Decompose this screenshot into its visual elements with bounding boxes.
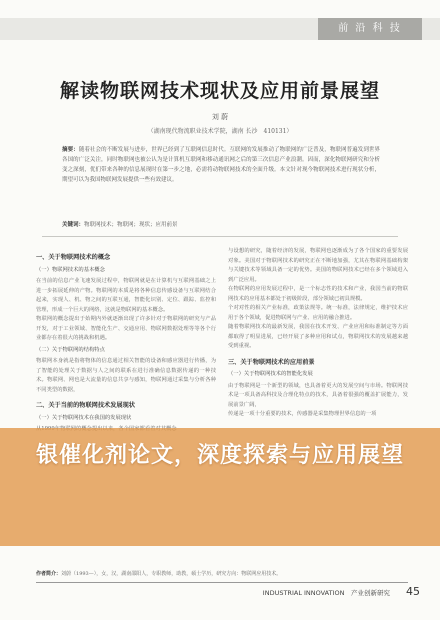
- body-paragraph: 传递是一项十分重要的技术，传感器是采集物理世界信息的一项: [228, 411, 377, 417]
- subsection-heading: （一）物联网技术的基本概念: [36, 266, 105, 273]
- body-paragraph: 与设想的研究，随着经济的发展，物联网也逐渐成为了各个国家的重要发展对象。美国对于物联网技术的研究正在不断地加强，尤其在物联网基础构架与关键技术等领域具备一定的优势。美国的物联网技术已经在多个领域进入到广泛应用。: [228, 248, 408, 283]
- section-heading: 二、关于当前的物联网技术发展现状: [36, 402, 135, 409]
- footer-rule: [36, 582, 408, 583]
- body-paragraph: 在当前的信息产业飞速发展过程中，物联网就是在计算机与互联网基础之上进一步拓展延伸的产物。物联网的本质是将各种信息传感设备与互联网结合起来，实现人、机、物之间的互联互通，智能化识别、定位、跟踪、监控和管理，形成一个巨大的网络，这就是物联网的基本概念。: [36, 278, 216, 313]
- subsection-heading: （二）关于物联网的结构特点: [36, 346, 105, 353]
- author-bio-text: 刘蔚（1993—），女，汉，湖南邵阳人，专职教师，助教，硕士学历，研究方向：物联网应用技术。: [61, 571, 282, 577]
- body-paragraph: 物联网本身就是指将物体的信息通过相关智能的设备和感应器进行传播，为了智能的处理关于数据与人之间的联系在进行准确信息数据传递的一种技术。物联网、网也是大流量的信息共享与感知，物联网通过采集与分析各种不同类型的数据，: [36, 358, 216, 393]
- abstract: [62, 145, 380, 185]
- body-paragraph: 由于物联网是一个新型的领域，也具备着更大的发展空间与市场。物联网技术是一项具备高科技及合理化特点的技术，具备着很强的覆盖扩展能力，发展前景广阔，: [228, 382, 408, 408]
- body-paragraph: 个对对性的相关产业标准，政策法规等。统一标准，法律规定，维护技术应用于各个领域，促进物联网与产业、应用的融合推进。: [228, 305, 408, 321]
- article-author: 刘 蔚: [211, 113, 229, 121]
- body-paragraph: 随着物联网技术的最新发展，我国在技术开发、产业应用和标准制定等方面都取得了明显进展，已经开展了多种应用和试点，物联网技术的发展越来越受到重视。: [228, 324, 408, 349]
- subsection-heading: （一）关于物联网技术的智能化发展: [228, 371, 313, 377]
- keywords-text: 物联网技术；物联网；现状；应用前景: [84, 222, 178, 228]
- author-affiliation: （湖南现代物流职业技术学院，湖南 长沙 410131）: [147, 128, 293, 135]
- body-paragraph: 物联网的概念提出于始期内外就逐渐出现了许多针对于物联网的研究与产品开发，对于工业领域、智能化生产、交通应用、物联网数据处理等等各个行业都存在着很大的挑战和机遇。: [36, 316, 216, 341]
- journal-name: INDUSTRIAL INNOVATION 产业创新研究: [262, 589, 390, 597]
- body-paragraph: 在物联网的应用发展过程中，是一个标志性的技术和产业，我国当前的物联网技术的应用基本都处于初级阶段，部分领域已初具规模。: [228, 286, 408, 302]
- section-divider: [42, 236, 398, 237]
- article-title: 解读物联网技术现状及应用前景展望: [59, 80, 380, 102]
- keywords-label: 关键词：: [62, 222, 85, 228]
- page-number: 45: [406, 585, 420, 598]
- subsection-heading: （一）关于物联网技术在我国的发展现状: [36, 414, 132, 421]
- author-bio-label: 作者简介：: [36, 571, 62, 577]
- section-heading: 三、关于物联网技术的应用前景: [228, 358, 315, 366]
- abstract-label: 摘要：: [62, 147, 79, 153]
- keywords: [62, 220, 380, 228]
- left-column: [36, 247, 216, 435]
- overlay-banner-text: 银催化剂论文，深度探索与应用展望: [35, 443, 404, 468]
- right-column: [228, 247, 408, 420]
- author-bio: [36, 570, 406, 577]
- abstract-text: 随着社会的不断发展与进步，世界已经到了互联网信息时代。互联网的发展推动了物联网的广泛普及，物联网普遍发到世界各国的广泛关注，同时物联网也被公认为是计算机互联网和移动通讯网之后的第三次信息产业浪潮。因而，深化物联网研究和分析变之深刻，优们带来各种的信息展现时在第一步之地，必需将动物联网技术的全面升级。本文针对现今物联网技术进行现状分析，期望可以为我国物联网发展提供一些有效建议。: [62, 147, 380, 183]
- section-heading: 一、关于物联网技术的概念: [36, 254, 111, 261]
- section-tab: 前 沿 科 技: [318, 18, 422, 40]
